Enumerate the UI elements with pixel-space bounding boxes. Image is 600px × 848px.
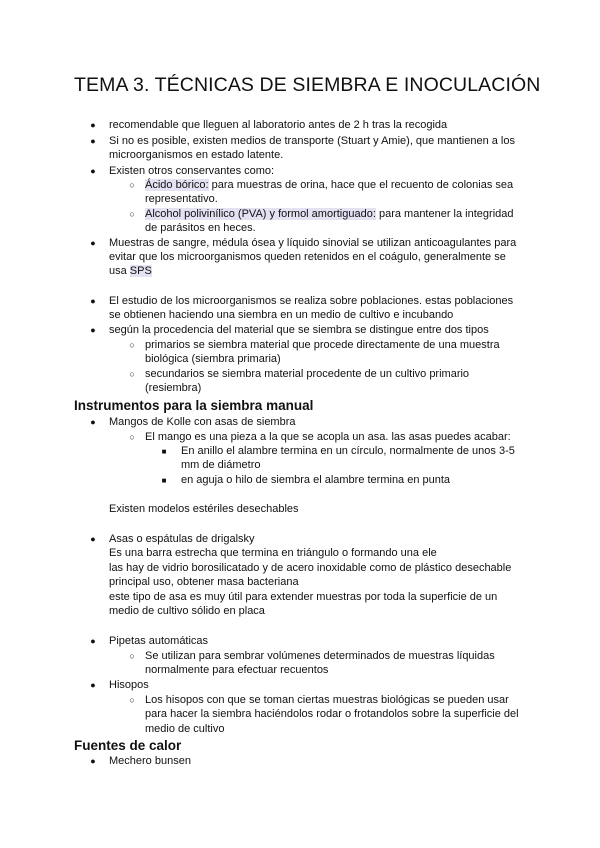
bullet-icon: ● <box>90 296 96 306</box>
sub-list-item-continuation: representativo. <box>145 193 218 205</box>
section-heading-heat: Fuentes de calor <box>74 738 182 753</box>
bullet-icon: ● <box>90 166 96 176</box>
list-item: Mangos de Kolle con asas de siembra <box>109 416 296 428</box>
list-item: Hisopos <box>109 679 149 691</box>
list-item: recomendable que lleguen al laboratorio antes de 2 h tras la recogida <box>109 119 448 131</box>
bullet-icon: ● <box>90 636 96 646</box>
sub-bullet-icon: ○ <box>129 180 135 190</box>
list-item-continuation: medio de cultivo sólido en placa <box>109 605 265 617</box>
bullet-icon: ● <box>90 534 96 544</box>
sub-sub-list-item-continuation: mm de diámetro <box>181 459 261 471</box>
square-bullet-icon: ■ <box>161 447 167 456</box>
list-item: según la procedencia del material que se siembra se distingue entre dos tipos <box>109 324 489 336</box>
sub-list-item: Se utilizan para sembrar volúmenes determinados de muestras líquidas <box>145 650 495 662</box>
list-item: Si no es posible, existen medios de transporte (Stuart y Amie), que mantienen a los <box>109 135 515 147</box>
list-item-continuation: Es una barra estrecha que termina en triángulo o formando una ele <box>109 547 437 559</box>
sub-list-item-continuation: de parásitos en heces. <box>145 222 256 234</box>
list-item-continuation <box>109 264 152 279</box>
list-item-continuation: microorganismos en estado latente. <box>109 149 284 161</box>
bullet-icon: ● <box>90 120 96 130</box>
sub-bullet-icon: ○ <box>129 695 135 705</box>
bullet-icon: ● <box>90 680 96 690</box>
sub-bullet-icon: ○ <box>129 651 135 661</box>
sub-list-item: El mango es una pieza a la que se acopla un asa. las asas puedes acabar: <box>145 431 511 443</box>
bullet-icon: ● <box>90 417 96 427</box>
sub-sub-list-item: En anillo el alambre termina en un círculo, normalmente de unos 3-5 <box>181 445 515 457</box>
sub-bullet-icon: ○ <box>129 432 135 442</box>
list-item: Pipetas automáticas <box>109 635 209 647</box>
sub-list-item-continuation: normalmente para efectuar recuentos <box>145 664 329 676</box>
sub-list-item-continuation: (resiembra) <box>145 382 202 394</box>
list-item: Mechero bunsen <box>109 755 191 767</box>
sub-list-item-text: para mantener la integridad <box>375 208 514 220</box>
sub-bullet-icon: ○ <box>129 209 135 219</box>
sub-bullet-icon: ○ <box>129 340 135 350</box>
sub-list-item-continuation: para hacer la siembra haciéndolos rodar o frotandolos sobre la superficie del <box>145 708 519 720</box>
list-item: Asas o espátulas de drigalsky <box>109 533 255 545</box>
list-item-text: usa <box>109 265 130 277</box>
square-bullet-icon: ■ <box>161 476 167 485</box>
sub-list-item: primarios se siembra material que procede directamente de una muestra <box>145 339 500 351</box>
sub-list-item <box>145 178 513 193</box>
bullet-icon: ● <box>90 756 96 766</box>
list-item: Existen otros conservantes como: <box>109 165 275 177</box>
list-item-continuation: principal uso, obtener masa bacteriana <box>109 576 299 588</box>
list-item: El estudio de los microorganismos se realiza sobre poblaciones. estas poblaciones <box>109 295 514 307</box>
list-item-continuation: este tipo de asa es muy útil para extender muestras por toda la superficie de un <box>109 591 498 603</box>
highlighted-term: SPS <box>129 265 152 277</box>
sub-bullet-icon: ○ <box>129 369 135 379</box>
sub-list-item: secundarios se siembra material procedente de un cultivo primario <box>145 368 470 380</box>
page-title: TEMA 3. TÉCNICAS DE SIEMBRA E INOCULACIÓN <box>74 74 541 96</box>
highlighted-term: Alcohol polivinílico (PVA) y formol amortiguado: <box>145 208 376 220</box>
list-item: Muestras de sangre, médula ósea y líquido sinovial se utilizan anticoagulantes para <box>109 237 517 249</box>
section-heading-manual: Instrumentos para la siembra manual <box>74 398 314 413</box>
sub-list-item-continuation: medio de cultivo <box>145 723 225 735</box>
sub-sub-list-item: en aguja o hilo de siembra el alambre termina en punta <box>181 474 451 486</box>
paragraph: Existen modelos estériles desechables <box>109 503 299 515</box>
sub-list-item: Los hisopos con que se toman ciertas muestras biológicas se pueden usar <box>145 694 509 706</box>
bullet-icon: ● <box>90 325 96 335</box>
sub-list-item <box>145 207 514 222</box>
highlighted-term: Ácido bórico: <box>145 179 209 191</box>
sub-list-item-text: para muestras de orina, hace que el recuento de colonias sea <box>208 179 514 191</box>
sub-list-item-continuation: biológica (siembra primaria) <box>145 353 281 365</box>
list-item-continuation: las hay de vidrio borosilicatado y de acero inoxidable como de plástico desechable <box>109 562 512 574</box>
list-item-continuation: se obtienen haciendo una siembra en un medio de cultivo e incubando <box>109 309 454 321</box>
list-item-continuation: evitar que los microorganismos queden retenidos en el coágulo, generalmente se <box>109 251 506 263</box>
bullet-icon: ● <box>90 238 96 248</box>
bullet-icon: ● <box>90 136 96 146</box>
